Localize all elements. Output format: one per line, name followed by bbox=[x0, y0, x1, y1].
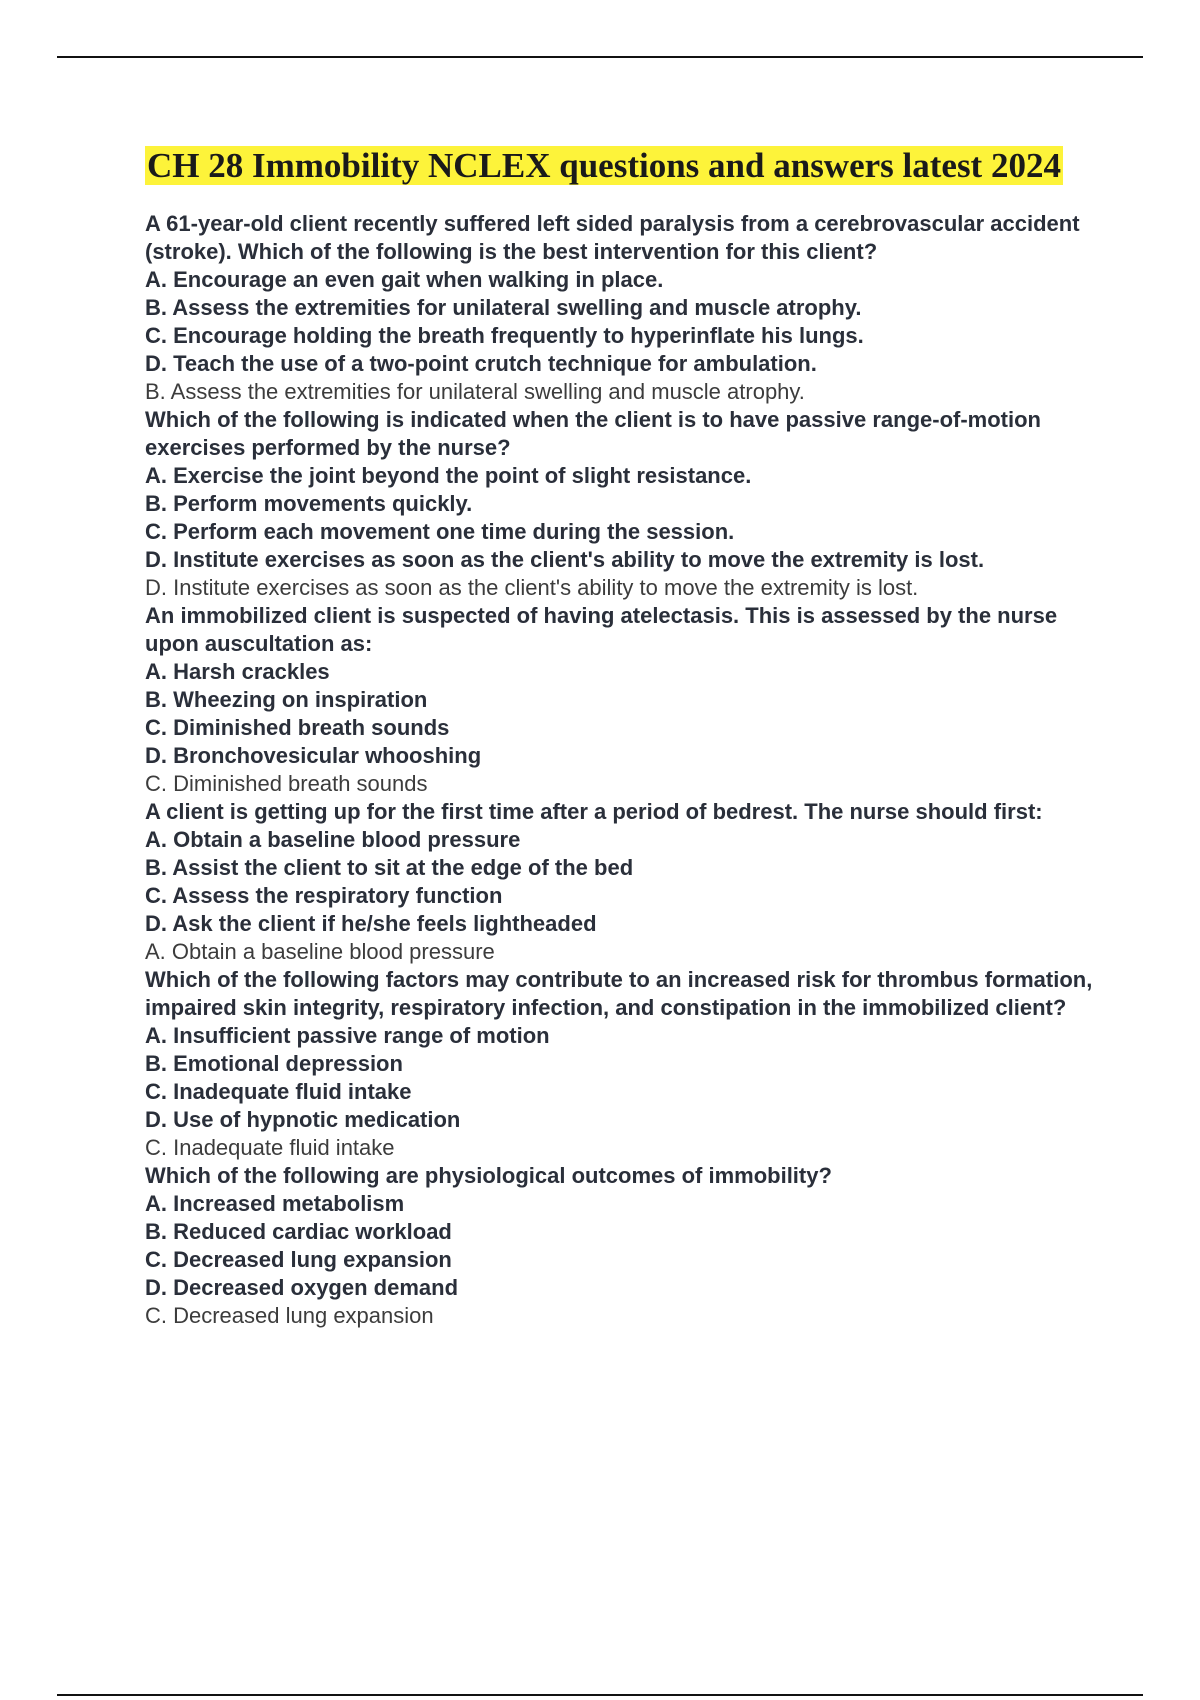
option-b: B. Reduced cardiac workload bbox=[145, 1219, 452, 1244]
answer-text: B. Assess the extremities for unilateral swelling and muscle atrophy. bbox=[145, 379, 805, 404]
answer-text: C. Decreased lung expansion bbox=[145, 1303, 434, 1328]
option-c: C. Decreased lung expansion bbox=[145, 1247, 452, 1272]
option-a: A. Harsh crackles bbox=[145, 659, 330, 684]
option-d: D. Institute exercises as soon as the client's ability to move the extremity is lost. bbox=[145, 547, 985, 572]
option-b: B. Assess the extremities for unilateral swelling and muscle atrophy. bbox=[145, 295, 862, 320]
option-a: A. Obtain a baseline blood pressure bbox=[145, 827, 521, 852]
answer-text: D. Institute exercises as soon as the client's ability to move the extremity is lost. bbox=[145, 575, 919, 600]
question-block-5 bbox=[145, 966, 1095, 1162]
option-a: A. Exercise the joint beyond the point of slight resistance. bbox=[145, 463, 752, 488]
question-block-2 bbox=[145, 406, 1095, 602]
question-block-4 bbox=[145, 798, 1095, 966]
answer-text: A. Obtain a baseline blood pressure bbox=[145, 939, 495, 964]
option-c: C. Inadequate fluid intake bbox=[145, 1079, 412, 1104]
document-title bbox=[145, 145, 1095, 186]
option-b: B. Perform movements quickly. bbox=[145, 491, 473, 516]
question-text: An immobilized client is suspected of having atelectasis. This is assessed by the nurse upon auscultation as: bbox=[145, 603, 1058, 656]
question-text: Which of the following factors may contribute to an increased risk for thrombus formation, impaired skin integrity, respiratory infection, and constipation in the immobilized client? bbox=[145, 967, 1093, 1020]
option-c: C. Diminished breath sounds bbox=[145, 715, 450, 740]
question-text: A client is getting up for the first time after a period of bedrest. The nurse should first: bbox=[145, 799, 1043, 824]
option-d: D. Bronchovesicular whooshing bbox=[145, 743, 482, 768]
answer-text: C. Diminished breath sounds bbox=[145, 771, 428, 796]
option-d: D. Ask the client if he/she feels lightheaded bbox=[145, 911, 597, 936]
question-block-1 bbox=[145, 210, 1095, 406]
option-a: A. Encourage an even gait when walking in place. bbox=[145, 267, 664, 292]
option-c: C. Encourage holding the breath frequently to hyperinflate his lungs. bbox=[145, 323, 864, 348]
question-text: Which of the following are physiological outcomes of immobility? bbox=[145, 1163, 832, 1188]
option-d: D. Teach the use of a two-point crutch technique for ambulation. bbox=[145, 351, 817, 376]
option-d: D. Use of hypnotic medication bbox=[145, 1107, 461, 1132]
option-b: B. Wheezing on inspiration bbox=[145, 687, 428, 712]
top-rule bbox=[57, 56, 1143, 58]
option-a: A. Increased metabolism bbox=[145, 1191, 405, 1216]
bottom-rule bbox=[57, 1694, 1143, 1696]
question-text: A 61-year-old client recently suffered left sided paralysis from a cerebrovascular accident (stroke). Which of the following is the best intervention for this client? bbox=[145, 211, 1080, 264]
option-c: C. Assess the respiratory function bbox=[145, 883, 503, 908]
option-c: C. Perform each movement one time during the session. bbox=[145, 519, 735, 544]
answer-text: C. Inadequate fluid intake bbox=[145, 1135, 395, 1160]
question-text: Which of the following is indicated when the client is to have passive range-of-motion exercises performed by the nurse? bbox=[145, 407, 1041, 460]
option-b: B. Emotional depression bbox=[145, 1051, 403, 1076]
option-b: B. Assist the client to sit at the edge of the bed bbox=[145, 855, 634, 880]
option-d: D. Decreased oxygen demand bbox=[145, 1275, 459, 1300]
question-block-6 bbox=[145, 1162, 1095, 1330]
option-a: A. Insufficient passive range of motion bbox=[145, 1023, 550, 1048]
title-highlight: CH 28 Immobility NCLEX questions and answers latest 2024 bbox=[147, 146, 1061, 185]
document-body bbox=[145, 145, 1095, 1330]
question-block-3 bbox=[145, 602, 1095, 798]
